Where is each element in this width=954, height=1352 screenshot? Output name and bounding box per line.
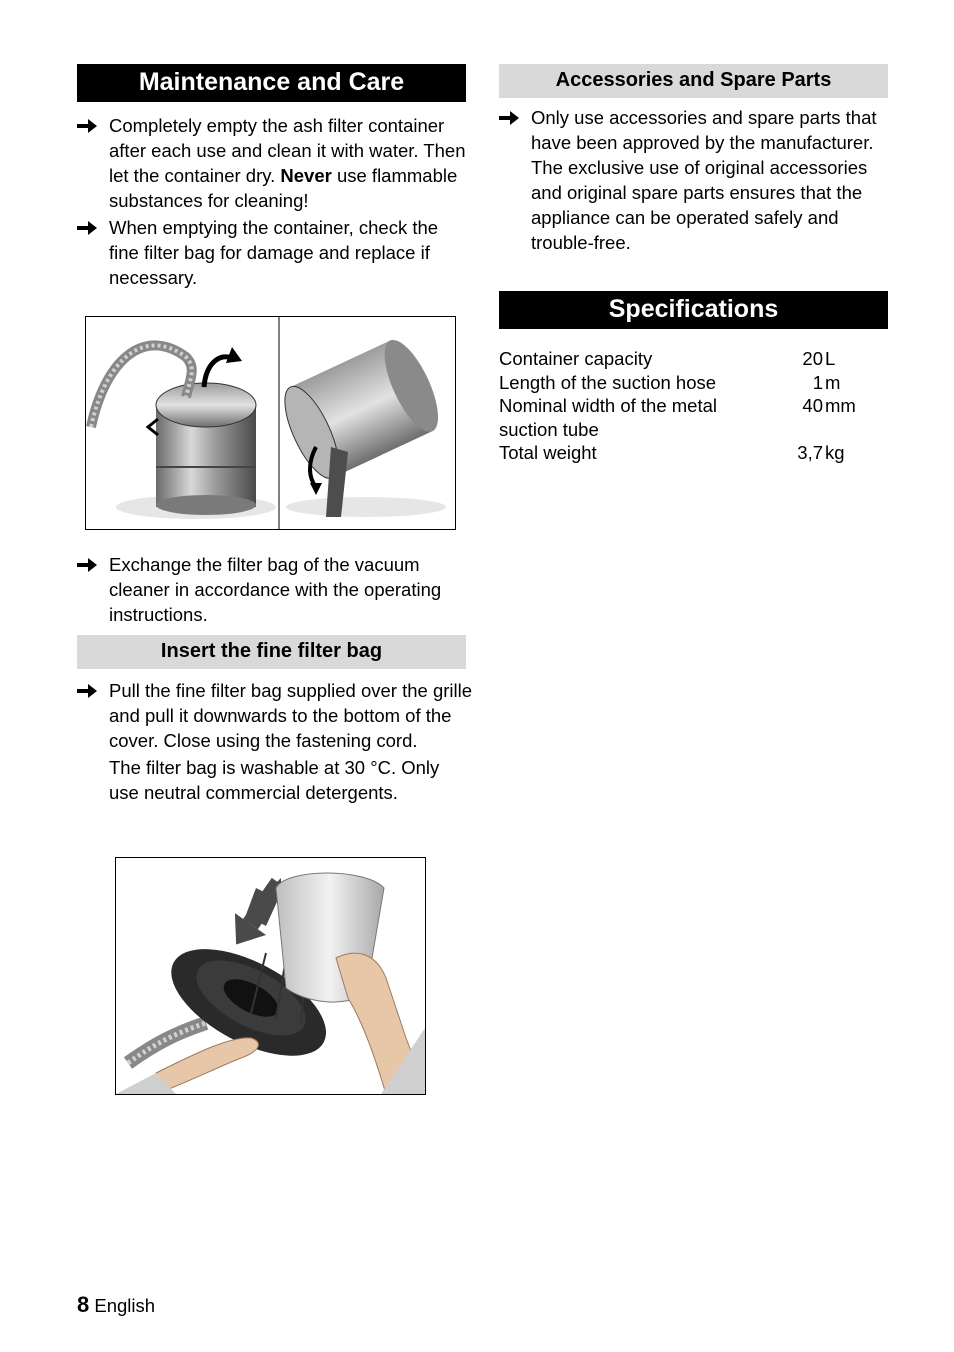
accessories-heading: Accessories and Spare Parts [499,64,888,98]
spec-unit: kg [825,442,845,463]
table-row [499,371,895,395]
spec-label: Total weight [499,442,597,463]
page-footer [77,1292,155,1318]
list-item [77,678,473,805]
container-illustration [86,317,455,529]
language-label: English [94,1295,156,1316]
spec-value: 40 [802,395,823,416]
bullet-text: Only use accessories and spare parts that have been approved by the manufacturer. The exclusive use of original accessories and original spare parts ensures that the appliance can be operated safely and trouble-free. [531,107,877,253]
insert-filter-heading: Insert the fine filter bag [77,635,466,669]
table-row [499,347,895,371]
bullet-text: When emptying the container, check the fine filter bag for damage and replace if necessary. [109,217,439,288]
arrow-right-icon [77,119,97,133]
bullet-text: use flammable substances for cleaning! [109,165,458,211]
left-column [77,64,473,290]
right-column [499,64,895,465]
list-item [77,552,473,627]
spec-unit: L [825,348,836,369]
bullet-bold-text: Never [280,165,332,186]
list-item [77,113,473,213]
arrow-right-icon [499,111,519,125]
list-item [499,105,895,255]
spec-label: Length of the suction hose [499,371,717,393]
spec-value: 3,7 [797,442,823,463]
arrow-right-icon [77,221,97,235]
spec-value: 20 [802,348,823,369]
emptying-illustration [85,316,456,530]
arrow-right-icon [77,684,97,698]
spec-label: Container capacity [499,348,653,369]
left-column-lower [77,552,473,805]
maintenance-heading: Maintenance and Care [77,64,466,102]
spec-value: 1 [812,371,823,393]
bullet-text: Completely empty the ash filter container after each use and clean it with water. Then let the container dry. [109,115,466,186]
specifications-heading: Specifications [499,291,888,329]
specifications-table [499,347,895,465]
bullet-text: Exchange the filter bag of the vacuum cleaner in accordance with the operating instructions. [109,554,442,625]
spec-label: Nominal width of the metal suction tube [499,395,717,440]
table-row [499,441,895,465]
spec-unit: m [825,371,841,393]
bullet-text: Pull the fine filter bag supplied over the grille and pull it downwards to the bottom of the cover. Close using the fastening cord. [109,680,473,751]
filter-bag-illustration [115,857,426,1095]
arrow-right-icon [77,558,97,572]
page-number: 8 [77,1292,90,1317]
list-item [77,215,473,290]
bullet-note: The filter bag is washable at 30 °C. Only use neutral commercial detergents. [109,757,440,803]
filter-bag-drawing [116,858,425,1094]
table-row [499,394,895,441]
spec-unit: mm [825,395,856,416]
